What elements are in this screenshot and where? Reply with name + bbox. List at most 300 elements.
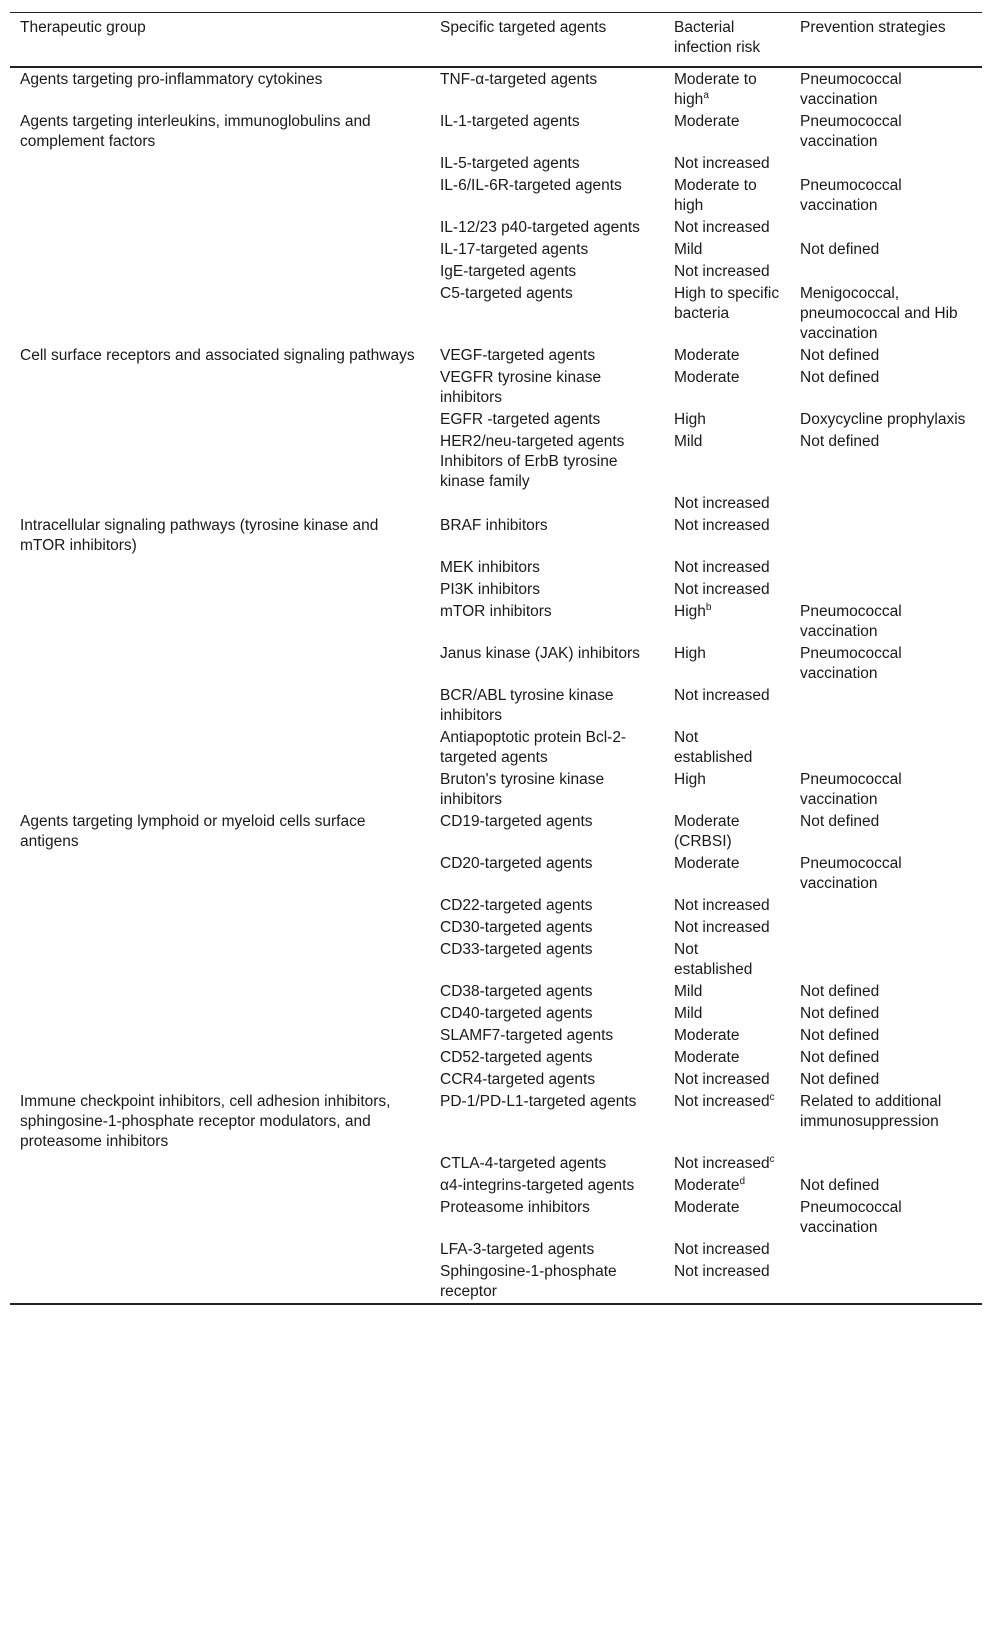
cell-infection-risk-text: Not established	[674, 729, 753, 766]
cell-infection-risk	[664, 895, 790, 917]
cell-infection-risk-text: Not increased	[674, 687, 770, 704]
cell-agent-text: LFA-3-targeted agents	[440, 1241, 595, 1258]
cell-infection-risk	[664, 685, 790, 727]
cell-agent	[430, 579, 664, 601]
cell-prevention-text: Pneumococcal vaccination	[800, 71, 902, 108]
table-row	[10, 1069, 982, 1091]
cell-agent	[430, 939, 664, 981]
table-row	[10, 811, 982, 853]
cell-infection-risk-text: Moderate	[674, 1049, 740, 1066]
cell-therapeutic-group	[10, 345, 430, 367]
cell-infection-risk	[664, 175, 790, 217]
cell-prevention-text: Pneumococcal vaccination	[800, 113, 902, 150]
cell-therapeutic-group	[10, 111, 430, 153]
table-body	[10, 67, 982, 1304]
table-row	[10, 367, 982, 409]
table-row	[10, 917, 982, 939]
cell-prevention	[790, 367, 982, 409]
cell-agent-text: PI3K inhibitors	[440, 581, 540, 598]
cell-infection-risk-text: High	[674, 645, 706, 662]
cell-prevention-text: Not defined	[800, 983, 880, 1000]
cell-prevention	[790, 1239, 982, 1261]
cell-prevention	[790, 515, 982, 557]
table-row	[10, 1261, 982, 1304]
cell-therapeutic-group	[10, 153, 430, 175]
cell-prevention	[790, 895, 982, 917]
cell-prevention	[790, 1197, 982, 1239]
footnote-marker: a	[703, 89, 709, 101]
cell-therapeutic-group	[10, 367, 430, 409]
header-therapeutic-group: Therapeutic group	[20, 19, 146, 36]
cell-infection-risk	[664, 493, 790, 515]
cell-prevention	[790, 557, 982, 579]
table-row	[10, 1091, 982, 1153]
cell-agent	[430, 1239, 664, 1261]
table-row	[10, 515, 982, 557]
cell-infection-risk	[664, 261, 790, 283]
cell-prevention	[790, 67, 982, 111]
cell-therapeutic-group	[10, 769, 430, 811]
cell-prevention-text: Not defined	[800, 1049, 880, 1066]
cell-agent	[430, 769, 664, 811]
cell-infection-risk	[664, 1175, 790, 1197]
header-row	[10, 13, 982, 68]
cell-therapeutic-group	[10, 1003, 430, 1025]
cell-infection-risk	[664, 1091, 790, 1153]
table-row	[10, 1025, 982, 1047]
table-row	[10, 153, 982, 175]
cell-agent	[430, 409, 664, 431]
cell-infection-risk	[664, 1239, 790, 1261]
cell-infection-risk-text: Not increased	[674, 263, 770, 280]
cell-prevention	[790, 853, 982, 895]
cell-infection-risk	[664, 1261, 790, 1304]
cell-agent-text: HER2/neu-targeted agents Inhibitors of ErbB tyrosine kinase family	[440, 433, 625, 490]
cell-infection-risk	[664, 1153, 790, 1175]
cell-agent-text: BRAF inhibitors	[440, 517, 548, 534]
cell-prevention-text: Not defined	[800, 1027, 880, 1044]
cell-prevention-text: Not defined	[800, 433, 880, 450]
cell-agent	[430, 283, 664, 345]
cell-infection-risk	[664, 811, 790, 853]
table-header	[10, 13, 982, 68]
cell-infection-risk	[664, 67, 790, 111]
cell-infection-risk-text: Not increased	[674, 897, 770, 914]
cell-agent-text: CD30-targeted agents	[440, 919, 593, 936]
table-row	[10, 283, 982, 345]
cell-infection-risk	[664, 409, 790, 431]
cell-therapeutic-group	[10, 1261, 430, 1304]
cell-therapeutic-group-text: Agents targeting interleukins, immunoglobulins and complement factors	[20, 113, 371, 150]
table-row	[10, 1047, 982, 1069]
cell-agent	[430, 1069, 664, 1091]
cell-therapeutic-group	[10, 981, 430, 1003]
cell-therapeutic-group	[10, 727, 430, 769]
cell-prevention	[790, 769, 982, 811]
cell-prevention	[790, 261, 982, 283]
cell-prevention-text: Pneumococcal vaccination	[800, 603, 902, 640]
cell-agent-text: Antiapoptotic protein Bcl-2-targeted agents	[440, 729, 627, 766]
cell-agent	[430, 685, 664, 727]
cell-therapeutic-group	[10, 1197, 430, 1239]
cell-infection-risk-text: Not increased	[674, 517, 770, 534]
cell-infection-risk-text: Not increased	[674, 1241, 770, 1258]
table-row	[10, 261, 982, 283]
table-row	[10, 557, 982, 579]
table-row	[10, 853, 982, 895]
cell-therapeutic-group	[10, 1153, 430, 1175]
cell-agent-text: IL-12/23 p40-targeted agents	[440, 219, 640, 236]
cell-infection-risk	[664, 917, 790, 939]
cell-prevention-text: Pneumococcal vaccination	[800, 855, 902, 892]
table-row	[10, 239, 982, 261]
cell-infection-risk-text: Moderate (CRBSI)	[674, 813, 740, 850]
cell-prevention-text: Not defined	[800, 1071, 880, 1088]
cell-therapeutic-group	[10, 217, 430, 239]
cell-agent	[430, 217, 664, 239]
cell-therapeutic-group	[10, 283, 430, 345]
cell-infection-risk-text: Mild	[674, 983, 703, 1000]
cell-infection-risk-text: High	[674, 771, 706, 788]
cell-infection-risk-text: Moderate to high	[674, 177, 757, 214]
cell-prevention	[790, 1091, 982, 1153]
cell-agent-text: CD40-targeted agents	[440, 1005, 593, 1022]
cell-agent-text: IL-1-targeted agents	[440, 113, 580, 130]
cell-infection-risk-text: Not increased	[674, 495, 770, 512]
cell-prevention-text: Pneumococcal vaccination	[800, 1199, 902, 1236]
cell-prevention	[790, 409, 982, 431]
table-row	[10, 431, 982, 493]
cell-infection-risk-text: Not increased	[674, 155, 770, 172]
header-prevention: Prevention strategies	[800, 19, 946, 36]
cell-agent-text: CD19-targeted agents	[440, 813, 593, 830]
cell-agent	[430, 431, 664, 493]
cell-prevention	[790, 579, 982, 601]
cell-agent	[430, 811, 664, 853]
cell-therapeutic-group	[10, 175, 430, 217]
cell-infection-risk	[664, 1025, 790, 1047]
cell-agent	[430, 67, 664, 111]
cell-therapeutic-group	[10, 939, 430, 981]
cell-agent-text: IL-5-targeted agents	[440, 155, 580, 172]
cell-agent-text: PD-1/PD-L1-targeted agents	[440, 1093, 637, 1110]
cell-prevention	[790, 1025, 982, 1047]
table-row	[10, 643, 982, 685]
cell-infection-risk-text: Moderate to high	[674, 71, 757, 108]
cell-agent-text: TNF-α-targeted agents	[440, 71, 598, 88]
cell-agent-text: IL-6/IL-6R-targeted agents	[440, 177, 622, 194]
cell-prevention	[790, 283, 982, 345]
table-row	[10, 1175, 982, 1197]
cell-therapeutic-group-text: Agents targeting pro-inflammatory cytokines	[20, 71, 323, 88]
cell-infection-risk-text: Moderate	[674, 1199, 740, 1216]
cell-prevention	[790, 939, 982, 981]
cell-agent	[430, 515, 664, 557]
cell-infection-risk	[664, 217, 790, 239]
cell-agent	[430, 853, 664, 895]
cell-infection-risk-text: Moderate	[674, 369, 740, 386]
cell-agent	[430, 345, 664, 367]
cell-agent	[430, 895, 664, 917]
cell-infection-risk-text: Not increased	[674, 581, 770, 598]
cell-prevention	[790, 175, 982, 217]
cell-agent-text: Sphingosine-1-phosphate receptor	[440, 1263, 617, 1300]
cell-agent-text: CTLA-4-targeted agents	[440, 1155, 607, 1172]
cell-agent	[430, 1197, 664, 1239]
cell-agent-text: CD33-targeted agents	[440, 941, 593, 958]
cell-prevention	[790, 111, 982, 153]
cell-infection-risk	[664, 515, 790, 557]
cell-infection-risk-text: Mild	[674, 433, 703, 450]
cell-infection-risk	[664, 643, 790, 685]
cell-therapeutic-group	[10, 579, 430, 601]
cell-infection-risk-text: Not increased	[674, 1263, 770, 1280]
cell-agent	[430, 1003, 664, 1025]
cell-infection-risk	[664, 283, 790, 345]
cell-prevention	[790, 727, 982, 769]
cell-prevention	[790, 493, 982, 515]
cell-infection-risk	[664, 1069, 790, 1091]
cell-infection-risk	[664, 601, 790, 643]
cell-prevention	[790, 345, 982, 367]
table-row	[10, 981, 982, 1003]
cell-prevention	[790, 1261, 982, 1304]
table-row	[10, 1153, 982, 1175]
cell-therapeutic-group	[10, 601, 430, 643]
cell-agent	[430, 917, 664, 939]
cell-infection-risk	[664, 939, 790, 981]
table-row	[10, 1003, 982, 1025]
cell-prevention-text: Not defined	[800, 1177, 880, 1194]
table-row	[10, 67, 982, 111]
cell-infection-risk-text: Not increased	[674, 1155, 770, 1172]
cell-agent	[430, 981, 664, 1003]
cell-therapeutic-group	[10, 1175, 430, 1197]
cell-infection-risk-text: High to specific bacteria	[674, 285, 780, 322]
cell-therapeutic-group	[10, 409, 430, 431]
cell-agent	[430, 1261, 664, 1304]
cell-therapeutic-group-text: Intracellular signaling pathways (tyrosine kinase and mTOR inhibitors)	[20, 517, 379, 554]
cell-prevention-text: Menigococcal, pneumococcal and Hib vaccination	[800, 285, 958, 342]
cell-agent	[430, 1047, 664, 1069]
footnote-marker: d	[739, 1175, 746, 1187]
table-row	[10, 217, 982, 239]
cell-infection-risk	[664, 367, 790, 409]
cell-agent	[430, 175, 664, 217]
cell-infection-risk	[664, 981, 790, 1003]
cell-therapeutic-group	[10, 557, 430, 579]
cell-prevention-text: Not defined	[800, 813, 880, 830]
cell-infection-risk	[664, 153, 790, 175]
cell-agent-text: CD38-targeted agents	[440, 983, 593, 1000]
table-row	[10, 493, 982, 515]
cell-therapeutic-group-text: Immune checkpoint inhibitors, cell adhesion inhibitors, sphingosine-1-phosphate receptor modulators, and proteasome inhibitors	[20, 1093, 391, 1150]
cell-infection-risk	[664, 111, 790, 153]
cell-therapeutic-group	[10, 239, 430, 261]
cell-agent-text: IgE-targeted agents	[440, 263, 577, 280]
table-row	[10, 685, 982, 727]
cell-agent-text: SLAMF7-targeted agents	[440, 1027, 614, 1044]
cell-agent-text: CD22-targeted agents	[440, 897, 593, 914]
cell-agent-text: CCR4-targeted agents	[440, 1071, 596, 1088]
cell-infection-risk-text: High	[674, 411, 706, 428]
cell-therapeutic-group	[10, 917, 430, 939]
cell-therapeutic-group	[10, 515, 430, 557]
cell-agent	[430, 643, 664, 685]
cell-prevention	[790, 1047, 982, 1069]
cell-agent	[430, 367, 664, 409]
cell-agent-text: C5-targeted agents	[440, 285, 573, 302]
table-row	[10, 727, 982, 769]
cell-therapeutic-group	[10, 1025, 430, 1047]
cell-infection-risk-text: Not increased	[674, 1093, 770, 1110]
cell-therapeutic-group	[10, 1091, 430, 1153]
cell-prevention	[790, 239, 982, 261]
cell-therapeutic-group-text: Cell surface receptors and associated signaling pathways	[20, 347, 415, 364]
table-row	[10, 895, 982, 917]
cell-agent-text: Bruton's tyrosine kinase inhibitors	[440, 771, 605, 808]
cell-prevention	[790, 811, 982, 853]
cell-agent-text: CD20-targeted agents	[440, 855, 593, 872]
footnote-marker: b	[705, 601, 712, 613]
cell-agent-text: VEGF-targeted agents	[440, 347, 596, 364]
table-row	[10, 1239, 982, 1261]
cell-agent-text: EGFR -targeted agents	[440, 411, 601, 428]
cell-agent	[430, 1175, 664, 1197]
cell-prevention-text: Not defined	[800, 347, 880, 364]
table-row	[10, 601, 982, 643]
table-row	[10, 769, 982, 811]
cell-therapeutic-group	[10, 1239, 430, 1261]
cell-prevention-text: Pneumococcal vaccination	[800, 177, 902, 214]
targeted-agents-table	[10, 12, 982, 1305]
cell-infection-risk	[664, 1047, 790, 1069]
cell-therapeutic-group	[10, 643, 430, 685]
cell-infection-risk	[664, 557, 790, 579]
cell-therapeutic-group	[10, 261, 430, 283]
cell-infection-risk-text: Moderate	[674, 1027, 740, 1044]
cell-infection-risk-text: Not increased	[674, 219, 770, 236]
cell-agent	[430, 601, 664, 643]
cell-therapeutic-group	[10, 67, 430, 111]
cell-therapeutic-group-text: Agents targeting lymphoid or myeloid cells surface antigens	[20, 813, 366, 850]
table-row	[10, 1197, 982, 1239]
cell-prevention	[790, 643, 982, 685]
cell-infection-risk-text: Moderate	[674, 113, 740, 130]
table-row	[10, 175, 982, 217]
cell-prevention	[790, 1003, 982, 1025]
cell-therapeutic-group	[10, 685, 430, 727]
cell-therapeutic-group	[10, 493, 430, 515]
cell-infection-risk	[664, 345, 790, 367]
cell-therapeutic-group	[10, 853, 430, 895]
cell-agent-text: CD52-targeted agents	[440, 1049, 593, 1066]
cell-agent-text: IL-17-targeted agents	[440, 241, 589, 258]
cell-prevention	[790, 685, 982, 727]
cell-infection-risk-text: Not increased	[674, 559, 770, 576]
cell-agent-text: MEK inhibitors	[440, 559, 540, 576]
cell-prevention-text: Related to additional immunosuppression	[800, 1093, 942, 1130]
header-specific-agents: Specific targeted agents	[440, 19, 607, 36]
cell-infection-risk-text: Moderate	[674, 855, 740, 872]
cell-infection-risk	[664, 579, 790, 601]
cell-infection-risk	[664, 239, 790, 261]
cell-infection-risk	[664, 1003, 790, 1025]
table-row	[10, 345, 982, 367]
cell-therapeutic-group	[10, 811, 430, 853]
cell-infection-risk-text: Mild	[674, 1005, 703, 1022]
cell-agent-text: Janus kinase (JAK) inhibitors	[440, 645, 640, 662]
cell-therapeutic-group	[10, 431, 430, 493]
table-row	[10, 409, 982, 431]
cell-agent	[430, 1153, 664, 1175]
cell-agent	[430, 239, 664, 261]
cell-agent-text: BCR/ABL tyrosine kinase inhibitors	[440, 687, 614, 724]
cell-infection-risk	[664, 853, 790, 895]
cell-agent	[430, 557, 664, 579]
cell-agent	[430, 727, 664, 769]
cell-agent-text: Proteasome inhibitors	[440, 1199, 590, 1216]
cell-agent-text: mTOR inhibitors	[440, 603, 552, 620]
cell-prevention	[790, 431, 982, 493]
cell-prevention	[790, 1153, 982, 1175]
cell-infection-risk	[664, 431, 790, 493]
footnote-marker: c	[769, 1153, 775, 1165]
footnote-marker: c	[769, 1091, 775, 1103]
cell-infection-risk-text: Moderate	[674, 347, 740, 364]
cell-prevention-text: Not defined	[800, 369, 880, 386]
table-row	[10, 579, 982, 601]
table-row	[10, 111, 982, 153]
cell-agent	[430, 493, 664, 515]
cell-prevention	[790, 217, 982, 239]
cell-prevention-text: Doxycycline prophylaxis	[800, 411, 966, 428]
cell-prevention	[790, 1069, 982, 1091]
cell-therapeutic-group	[10, 1069, 430, 1091]
cell-prevention	[790, 1175, 982, 1197]
cell-agent-text: α4-integrins-targeted agents	[440, 1177, 635, 1194]
cell-infection-risk-text: High	[674, 603, 706, 620]
cell-infection-risk	[664, 769, 790, 811]
cell-prevention-text: Pneumococcal vaccination	[800, 771, 902, 808]
cell-agent	[430, 1091, 664, 1153]
cell-prevention	[790, 153, 982, 175]
cell-infection-risk	[664, 727, 790, 769]
cell-infection-risk-text: Moderate	[674, 1177, 740, 1194]
cell-prevention	[790, 917, 982, 939]
cell-agent	[430, 153, 664, 175]
header-infection-risk: Bacterial infection risk	[674, 19, 761, 56]
cell-infection-risk-text: Not increased	[674, 919, 770, 936]
cell-infection-risk-text: Not established	[674, 941, 753, 978]
cell-prevention-text: Not defined	[800, 1005, 880, 1022]
cell-therapeutic-group	[10, 895, 430, 917]
cell-therapeutic-group	[10, 1047, 430, 1069]
cell-prevention	[790, 601, 982, 643]
agents-table-container	[10, 12, 982, 1305]
cell-infection-risk-text: Not increased	[674, 1071, 770, 1088]
cell-infection-risk	[664, 1197, 790, 1239]
cell-prevention-text: Pneumococcal vaccination	[800, 645, 902, 682]
cell-agent-text: VEGFR tyrosine kinase inhibitors	[440, 369, 602, 406]
cell-prevention-text: Not defined	[800, 241, 880, 258]
cell-prevention	[790, 981, 982, 1003]
table-row	[10, 939, 982, 981]
cell-agent	[430, 1025, 664, 1047]
cell-agent	[430, 261, 664, 283]
cell-agent	[430, 111, 664, 153]
cell-infection-risk-text: Mild	[674, 241, 703, 258]
